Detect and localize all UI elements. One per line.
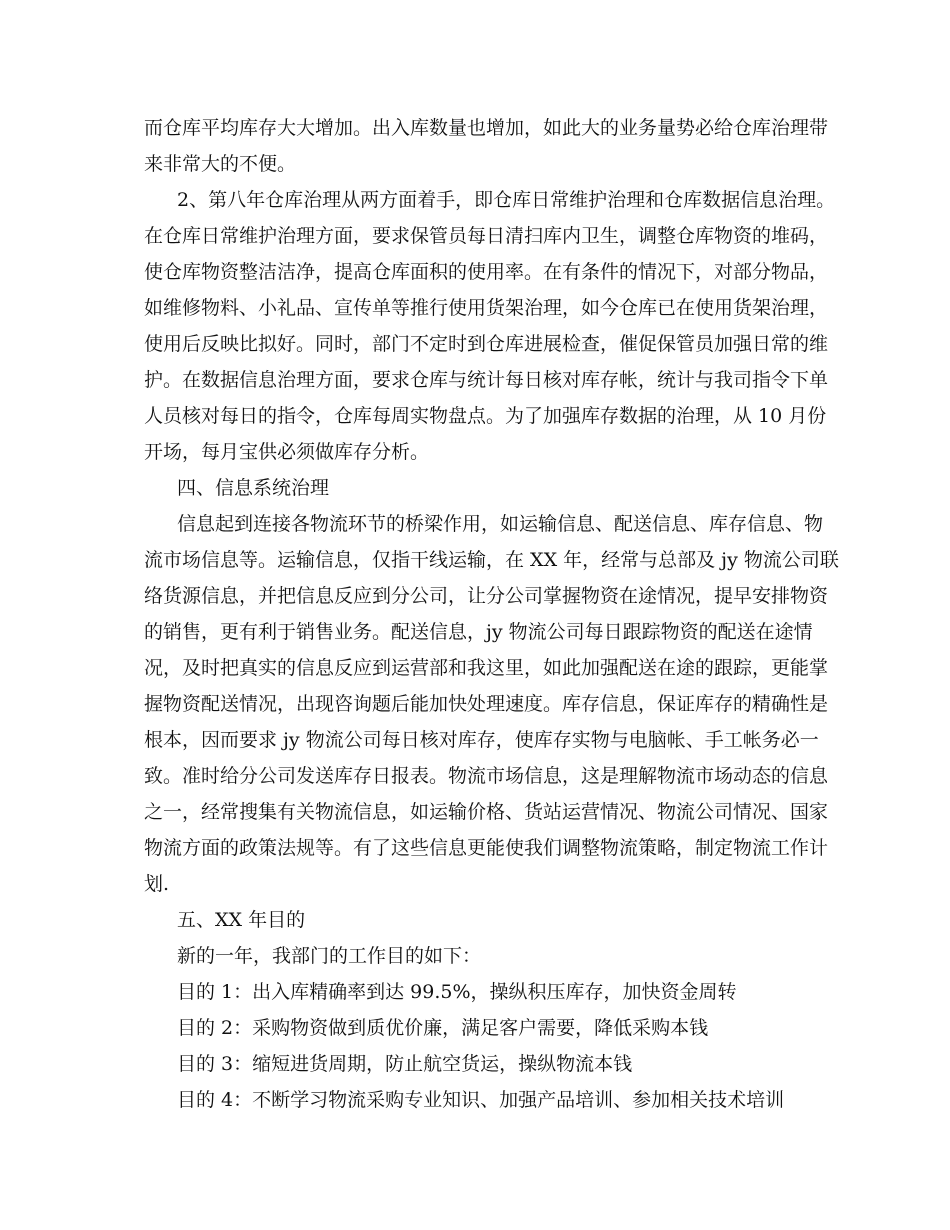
text-line: 如维修物料、小礼品、宣传单等推行使用货架治理，如今仓库已在使用货架治理， xyxy=(144,297,829,319)
text-line: 根本，因而要求 jy 物流公司每日核对库存，使库存实物与电脑帐、手工帐务必一 xyxy=(144,729,819,751)
text-line: 流市场信息等。运输信息，仅指干线运输，在 XX 年，经常与总部及 jy 物流公司联 xyxy=(144,549,839,571)
goal-item: 目的 1：出入库精确率到达 99.5%，操纵积压库存，加快资金周转 xyxy=(177,981,737,1003)
section-heading: 四、信息系统治理 xyxy=(177,477,330,499)
text-line: 而仓库平均库存大大增加。出入库数量也增加，如此大的业务量势必给仓库治理带 xyxy=(144,117,829,139)
text-line: 之一，经常搜集有关物流信息，如运输价格、货站运营情况、物流公司情况、国家 xyxy=(144,801,829,823)
section-heading: 五、XX 年目的 xyxy=(177,909,306,931)
text-line: 2、第八年仓库治理从两方面着手，即仓库日常维护治理和仓库数据信息治理。 xyxy=(177,189,836,211)
text-line: 开场，每月宝供必须做库存分析。 xyxy=(144,441,430,463)
text-line: 使仓库物资整洁洁净，提高仓库面积的使用率。在有条件的情况下，对部分物品， xyxy=(144,261,829,283)
text-line: 在仓库日常维护治理方面，要求保管员每日清扫库内卫生，调整仓库物资的堆码， xyxy=(144,225,829,247)
text-line: 况，及时把真实的信息反应到运营部和我这里，如此加强配送在途的跟踪，更能掌 xyxy=(144,657,829,679)
text-line: 人员核对每日的指令，仓库每周实物盘点。为了加强库存数据的治理，从 10 月份 xyxy=(144,405,827,427)
text-line: 握物资配送情况，出现咨询题后能加快处理速度。库存信息，保证库存的精确性是 xyxy=(144,693,829,715)
text-line: 信息起到连接各物流环节的桥梁作用，如运输信息、配送信息、库存信息、物 xyxy=(177,513,824,535)
text-line: 物流方面的政策法规等。有了这些信息更能使我们调整物流策略，制定物流工作计 xyxy=(144,837,829,859)
goal-item: 目的 3：缩短进货周期，防止航空货运，操纵物流本钱 xyxy=(177,1053,633,1075)
text-line: 的销售，更有利于销售业务。配送信息，jy 物流公司每日跟踪物资的配送在途情 xyxy=(144,621,813,643)
text-line: 络货源信息，并把信息反应到分公司，让分公司掌握物资在途情况，提早安排物资 xyxy=(144,585,829,607)
text-line: 护。在数据信息治理方面，要求仓库与统计每日核对库存帐，统计与我司指令下单 xyxy=(144,369,829,391)
goal-item: 目的 2：采购物资做到质优价廉，满足客户需要，降低采购本钱 xyxy=(177,1017,709,1039)
text-line: 致。准时给分公司发送库存日报表。物流市场信息，这是理解物流市场动态的信息 xyxy=(144,765,829,787)
text-line: 来非常大的不便。 xyxy=(144,153,297,175)
text-line: 划. xyxy=(144,873,170,895)
text-line: 新的一年，我部门的工作目的如下： xyxy=(177,945,482,967)
text-line: 使用后反映比拟好。同时，部门不定时到仓库进展检查，催促保管员加强日常的维 xyxy=(144,333,829,355)
goal-item: 目的 4：不断学习物流采购专业知识、加强产品培训、参加相关技术培训 xyxy=(177,1089,785,1111)
